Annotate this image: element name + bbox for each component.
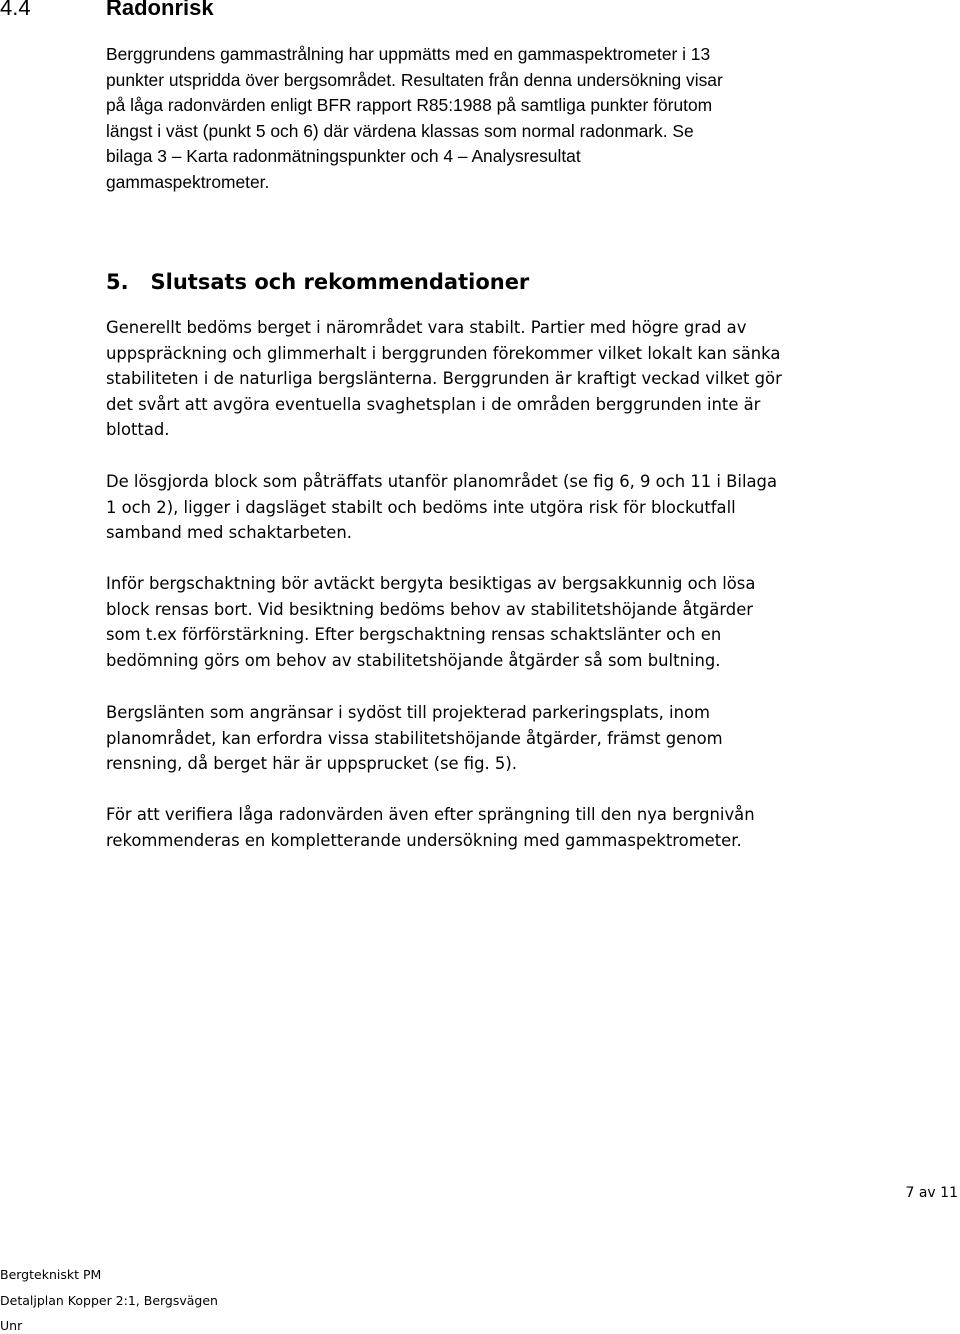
paragraph-line: rekommenderas en kompletterande undersökning med gammaspektrometer. — [106, 830, 742, 850]
conclusions-paragraph-2 — [106, 469, 846, 546]
paragraph-line: För att verifiera låga radonvärden även efter sprängning till den nya bergnivån — [106, 805, 755, 824]
section-number-4-4: 4.4 — [0, 0, 31, 20]
radonrisk-paragraph — [106, 42, 846, 195]
paragraph-line: rensning, då berget här är uppsprucket (se fig. 5). — [106, 754, 517, 774]
paragraph-line: block rensas bort. Vid besiktning bedöms behov av stabilitetshöjande åtgärder — [106, 599, 754, 619]
paragraph-line: planområdet, kan erfordra vissa stabilitetshöjande åtgärder, främst genom — [106, 728, 723, 748]
paragraph-line: blottad. — [106, 420, 170, 440]
paragraph-line: uppspräckning och glimmerhalt i berggrunden förekommer vilket lokalt kan sänka — [106, 343, 781, 363]
paragraph-line: bedömning görs om behov av stabilitetshöjande åtgärder så som bultning. — [106, 650, 721, 670]
conclusions-paragraph-1 — [106, 315, 846, 443]
conclusions-paragraph-5 — [106, 802, 846, 853]
paragraph-line: 1 och 2), ligger i dagsläget stabilt och bedöms inte utgöra risk för blockutfall — [106, 497, 736, 517]
paragraph-line: bilaga 3 – Karta radonmätningspunkter och 4 – Analysresultat — [106, 146, 581, 166]
paragraph-line: på låga radonvärden enligt BFR rapport R85:1988 på samtliga punkter förutom — [106, 95, 713, 115]
page-number: 7 av 11 — [905, 1185, 958, 1201]
footer-unr: Unr — [0, 1318, 23, 1333]
paragraph-line: gammaspektrometer. — [106, 171, 270, 192]
footer-company: Bergtekniskt PM — [0, 1267, 102, 1282]
paragraph-line: samband med schaktarbeten. — [106, 523, 352, 543]
paragraph-line: Berggrundens gammastrålning har uppmätts med en gammaspektrometer i 13 — [106, 44, 711, 64]
paragraph-line: Bergslänten som angränsar i sydöst till projekterad parkeringsplats, inom — [106, 703, 710, 722]
paragraph-line: De lösgjorda block som påträffats utanför planområdet (se fig 6, 9 och 11 i Bilaga — [106, 472, 777, 491]
paragraph-line: Generellt bedöms berget i närområdet vara stabilt. Partier med högre grad av — [106, 318, 747, 337]
paragraph-line: det svårt att avgöra eventuella svaghetsplan i de områden berggrunden inte är — [106, 394, 761, 414]
paragraph-line: längst i väst (punkt 5 och 6) där värdena klassas som normal radonmark. Se — [106, 120, 694, 141]
conclusions-paragraph-3 — [106, 571, 846, 673]
paragraph-line: som t.ex förförstärkning. Efter bergschaktning rensas schaktslänter och en — [106, 625, 722, 645]
section-title-radonrisk: Radonrisk — [106, 0, 214, 20]
footer-project: Detaljplan Kopper 2:1, Bergsvägen — [0, 1293, 218, 1308]
conclusions-paragraph-4 — [106, 700, 846, 777]
section-5-heading: 5. Slutsats och rekommendationer — [106, 270, 530, 294]
paragraph-line: punkter utspridda över bergsområdet. Resultaten från denna undersökning visar — [106, 69, 723, 90]
paragraph-line: Inför bergschaktning bör avtäckt bergyta besiktigas av bergsakkunnig och lösa — [106, 574, 756, 593]
paragraph-line: stabiliteten i de naturliga bergslänterna. Berggrunden är kraftigt veckad vilket gör — [106, 369, 782, 389]
